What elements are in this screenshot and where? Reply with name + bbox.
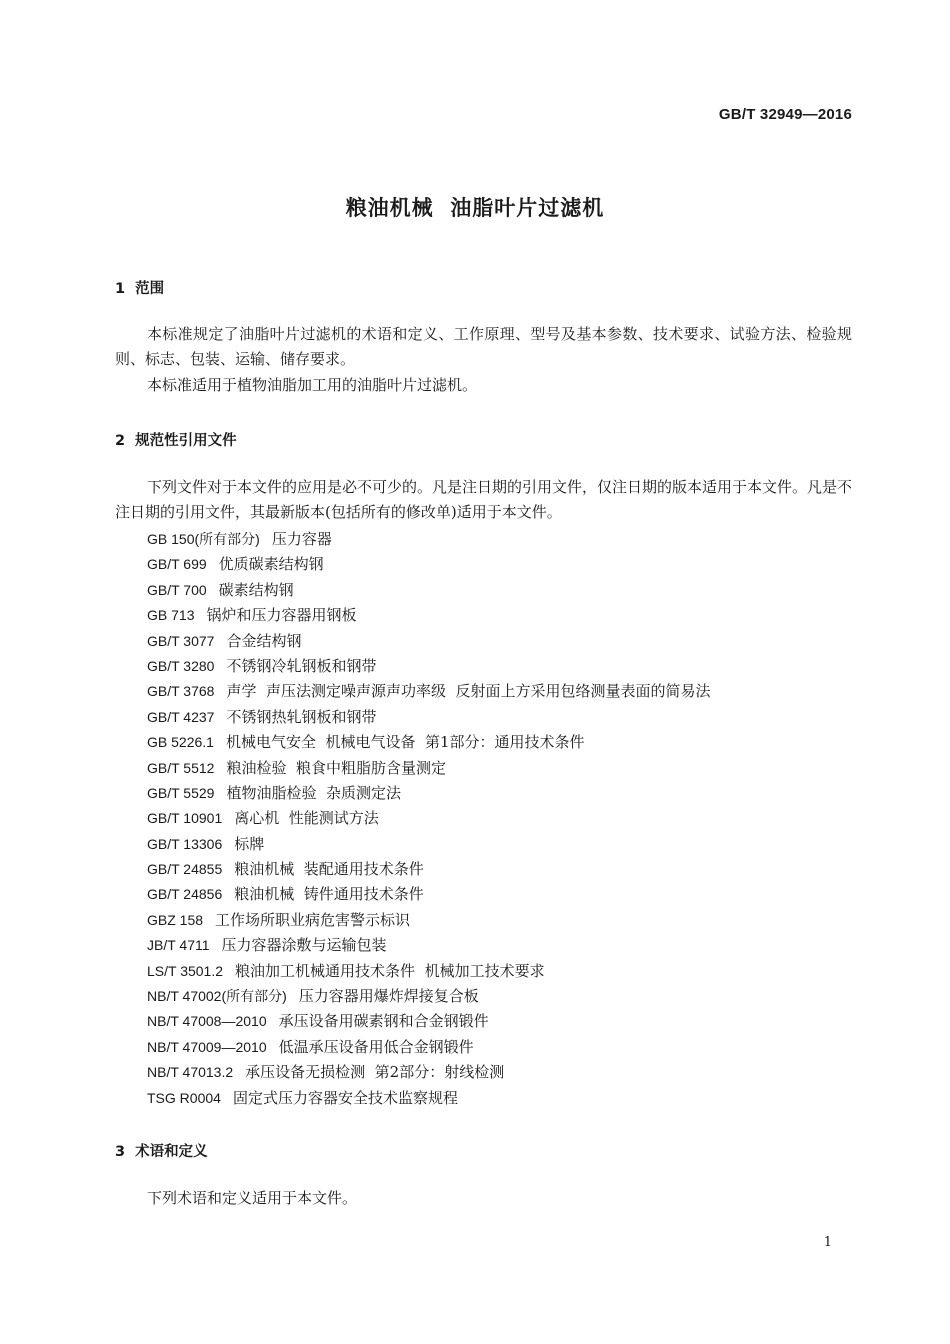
reference-item: [147, 1086, 711, 1111]
reference-code: LS/T 3501.2: [147, 962, 224, 979]
section-heading-terms-and-definitions: 3 术语和定义: [115, 1144, 208, 1160]
reference-item: [147, 806, 711, 831]
reference-item: [147, 527, 711, 552]
reference-title: 不锈钢冷轧钢板和钢带: [226, 656, 377, 675]
reference-title: 承压设备无损检测 第2部分：射线检测: [245, 1063, 505, 1082]
reference-code: GB 150(所有部分): [147, 531, 260, 547]
reference-item: [147, 857, 711, 882]
reference-code: TSG R0004: [147, 1089, 221, 1106]
reference-code: GBZ 158: [147, 911, 204, 928]
reference-item: [147, 1009, 711, 1034]
section-heading-scope: 1 范围: [115, 281, 165, 297]
reference-item: [147, 984, 711, 1009]
reference-title: 压力容器用爆炸焊接复合板: [298, 987, 479, 1006]
reference-title: 粮油加工机械通用技术条件 机械加工技术要求: [235, 961, 545, 980]
reference-item: [147, 832, 711, 857]
reference-code: GB 713: [147, 607, 195, 624]
reference-title: 优质碳素结构钢: [218, 555, 324, 574]
reference-code: GB/T 5512: [147, 759, 215, 776]
reference-title: 机械电气安全 机械电气设备 第1部分：通用技术条件: [225, 733, 585, 752]
reference-item: [147, 1060, 711, 1085]
scope-paragraph-1: 本标准规定了油脂叶片过滤机的术语和定义、工作原理、型号及基本参数、技术要求、试验方法、检验规则、标志、包装、运输、储存要求。: [115, 325, 852, 368]
reference-item: [147, 603, 711, 628]
reference-title: 粮油机械 装配通用技术条件: [234, 860, 424, 879]
reference-code: GB/T 10901: [147, 810, 223, 827]
reference-title: 声学 声压法测定噪声源声功率级 反射面上方采用包络测量表面的简易法: [226, 682, 711, 701]
reference-title: 不锈钢热轧钢板和钢带: [226, 707, 377, 726]
scope-paragraph-2: 本标准适用于植物油脂加工用的油脂叶片过滤机。: [147, 376, 478, 394]
references-intro-paragraph: 下列文件对于本文件的应用是必不可少的。凡是注日期的引用文件，仅注日期的版本适用于本文件。凡是不注日期的引用文件，其最新版本(包括所有的修改单)适用于本文件。: [115, 478, 853, 521]
reference-item: [147, 1035, 711, 1060]
document-title: 粮油机械 油脂叶片过滤机: [345, 196, 605, 220]
reference-item: [147, 552, 711, 577]
terms-intro-paragraph: 下列术语和定义适用于本文件。: [147, 1189, 358, 1207]
reference-code: GB/T 699: [147, 556, 207, 573]
reference-code: GB/T 3768: [147, 683, 215, 700]
reference-code: GB 5226.1: [147, 734, 214, 751]
reference-code: GB/T 700: [147, 581, 207, 598]
standard-number: GB/T 32949—2016: [718, 106, 852, 123]
section-heading-normative-references: 2 规范性引用文件: [115, 433, 237, 449]
reference-title: 固定式压力容器安全技术监察规程: [232, 1088, 458, 1107]
reference-item: [147, 654, 711, 679]
reference-list: [147, 527, 711, 1111]
reference-code: GB/T 3077: [147, 632, 215, 649]
reference-code: NB/T 47013.2: [147, 1064, 234, 1081]
reference-title: 离心机 性能测试方法: [234, 809, 379, 828]
reference-code: GB/T 24856: [147, 886, 223, 903]
reference-code: NB/T 47008—2010: [147, 1013, 267, 1030]
reference-item: [147, 730, 711, 755]
reference-item: [147, 959, 711, 984]
reference-title: 低温承压设备用低合金钢锻件: [278, 1037, 474, 1056]
reference-code: JB/T 4711: [147, 937, 210, 954]
reference-item: [147, 679, 711, 704]
reference-title: 承压设备用碳素钢和合金钢锻件: [278, 1012, 489, 1031]
reference-code: GB/T 5529: [147, 784, 215, 801]
reference-title: 碳素结构钢: [218, 580, 294, 599]
reference-title: 工作场所职业病危害警示标识: [215, 910, 411, 929]
reference-item: [147, 629, 711, 654]
reference-code: GB/T 3280: [147, 657, 215, 674]
reference-code: GB/T 13306: [147, 835, 223, 852]
reference-code: NB/T 47009—2010: [147, 1038, 267, 1055]
reference-item: [147, 882, 711, 907]
reference-title: 植物油脂检验 杂质测定法: [226, 783, 401, 802]
reference-title: 粮油检验 粮食中粗脂肪含量测定: [226, 758, 446, 777]
page-number: 1: [823, 1235, 832, 1250]
reference-code: GB/T 24855: [147, 861, 223, 878]
reference-title: 粮油机械 铸件通用技术条件: [234, 885, 424, 904]
reference-item: [147, 756, 711, 781]
reference-code: NB/T 47002(所有部分): [147, 988, 287, 1005]
reference-item: [147, 908, 711, 933]
reference-item: [147, 781, 711, 806]
reference-code: GB/T 4237: [147, 708, 215, 725]
reference-title: 标牌: [234, 834, 265, 853]
reference-title: 压力容器: [271, 530, 332, 548]
reference-title: 合金结构钢: [226, 631, 302, 650]
reference-item: [147, 578, 711, 603]
reference-item: [147, 933, 711, 958]
reference-item: [147, 705, 711, 730]
reference-title: 锅炉和压力容器用钢板: [206, 606, 357, 625]
reference-title: 压力容器涂敷与运输包装: [221, 936, 387, 955]
